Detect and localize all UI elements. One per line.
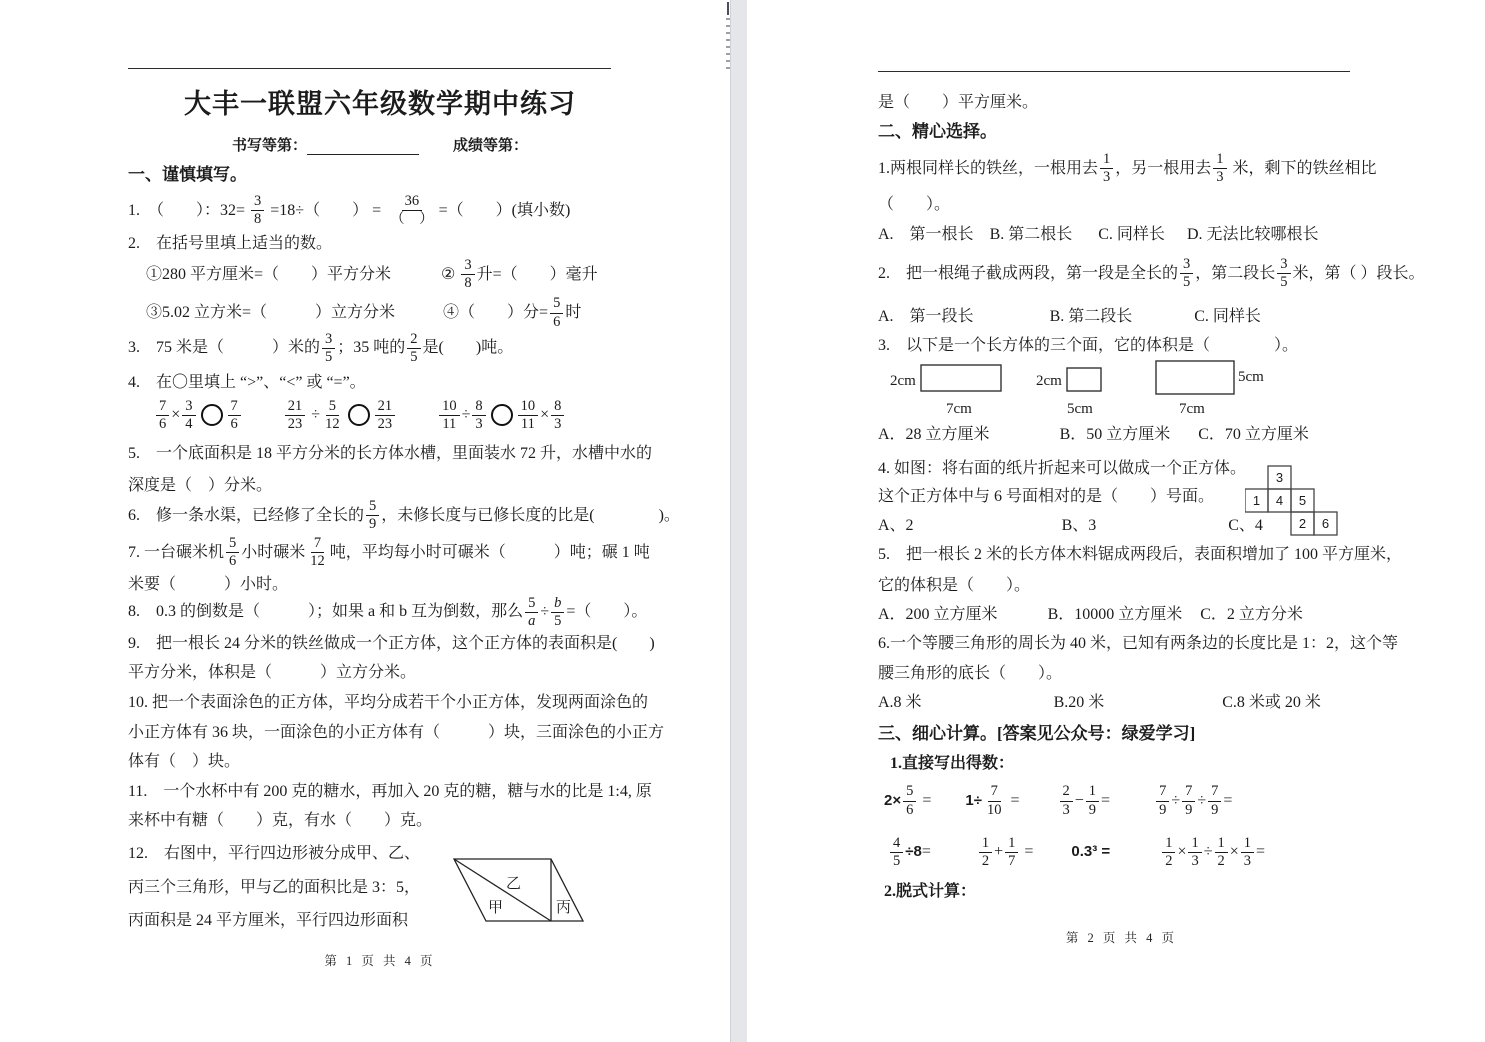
p1-q2b-line: ③5.02 立方米=（ ）立方分米 ④（ ）分= $\frac{5}{6}$ 时 xyxy=(146,295,582,330)
p2-q4-line2: 这个正方体中与 6 号面相对的是（ ）号面。 xyxy=(878,488,1215,506)
p2-calc-row2: $\frac{4}{5}$ ÷8 = $\frac{1}{2}$ + $\frac{1}{7}$ = 0.3³ = $\frac{1}{2}$ × $\frac{1}{3}$ ÷ $\frac{1}{2}$ × $\frac{1}{3}$ = xyxy=(878,835,1365,870)
face2-width-label: 5cm xyxy=(1067,401,1093,417)
p1-q9-line2: 平方分米，体积是（ ）立方分米。 xyxy=(128,663,417,681)
page-2-footer: 第 2 页 共 4 页 xyxy=(1065,930,1178,945)
p1-q4-compare-row: $\frac{7}{6}$ × $\frac{3}{4}$ $\frac{7}{6}$ $\frac{21}{23}$ ÷ $\frac{5}{12}$ $\frac{21}{23}$ $\frac{10}{11}$ ÷ $\frac{8}{3}$ $\frac{10}{11}$ × $\frac{8}{3}$ xyxy=(128,398,632,433)
net-cell-6: 6 xyxy=(1321,516,1330,531)
section-3-heading: 三、细心计算。[答案见公众号：绿爱学习] xyxy=(878,724,1196,744)
p1-q10-line3: 体有（ ）块。 xyxy=(128,752,241,770)
p1-q1-line: 1. （ ）：32= $\frac{3}{8}$ =18÷（ ） = $\frac{36}{( )}$ =（ ）(填小数) xyxy=(128,193,571,228)
face1-height-label: 2cm xyxy=(890,373,916,390)
p1-q11-line1: 11. 一个水杯中有 200 克的糖水，再加入 20 克的糖，糖与水的比是 1:4, 原 xyxy=(128,782,652,800)
face3-height-label: 5cm xyxy=(1238,369,1264,386)
p1-q12-line3: 丙面积是 24 平方厘米，平行四边形面积 xyxy=(128,911,409,929)
page-gap-divider xyxy=(730,0,748,1042)
page-1 xyxy=(0,0,729,1042)
face2-height-label: 2cm xyxy=(1036,373,1062,390)
p2-q12-cont-line: 是（ ）平方厘米。 xyxy=(878,94,1039,111)
p2-q2-options: A. 第一段长 B. 第二段长 C. 同样长 xyxy=(878,308,1261,326)
p1-q8-line: 8. 0.3 的倒数是（ ）；如果 a 和 b 互为倒数，那么 $\frac{5}{a}$ ÷ $\frac{b}{5}$ =（ ）。 xyxy=(128,594,648,629)
p2-q3-line: 3. 以下是一个长方体的三个面，它的体积是（ ）。 xyxy=(878,337,1299,355)
p1-q2-line: 2. 在括号里填上适当的数。 xyxy=(128,235,333,253)
label-yi: 乙 xyxy=(506,876,522,892)
page-edge-marks xyxy=(726,18,730,74)
label-jia: 甲 xyxy=(488,900,504,916)
faces-figure xyxy=(890,360,1270,416)
face3-width-label: 7cm xyxy=(1179,401,1205,417)
p2-q5-options: A．200 立方厘米 B．10000 立方厘米 C．2 立方分米 xyxy=(878,606,1303,624)
page-2 xyxy=(747,0,1485,1042)
p2-q6-line1: 6.一个等腰三角形的周长为 40 米，已知有两条边的长度比是 1：2，这个等 xyxy=(878,635,1399,653)
p1-q5-line2: 深度是（ ）分米。 xyxy=(128,477,273,495)
p2-q5-line2: 它的体积是（ ）。 xyxy=(878,577,1031,595)
p2-q2-line: 2. 把一根绳子截成两段，第一段是全长的 $\frac{3}{5}$ ，第二段长 $\frac{3}{5}$ 米，第（ ）段长。 xyxy=(878,256,1425,291)
page-1-content xyxy=(128,0,680,969)
calc-2-heading: 2.脱式计算： xyxy=(884,882,977,900)
p2-q5-line1: 5. 把一根长 2 米的长方体木料锯成两段后，表面积增加了 100 平方厘米， xyxy=(878,546,1403,564)
p1-q2a-line: ①280 平方厘米=（ ）平方分米 ② $\frac{3}{8}$ 升=（ ）毫升 xyxy=(146,257,598,292)
page-title: 大丰一联盟六年级数学期中练习 xyxy=(184,89,576,119)
page-edge-sliver xyxy=(727,2,729,15)
section-2-heading: 二、精心选择。 xyxy=(878,122,997,141)
p2-q4-line1: 4. 如图：将右面的纸片折起来可以做成一个正方体。 xyxy=(878,460,1247,478)
p1-q5-line1: 5. 一个底面积是 18 平方分米的长方体水槽，里面装水 72 升，水槽中水的 xyxy=(128,445,653,463)
p1-q12-line1: 12. 右图中，平行四边形被分成甲、乙、 xyxy=(128,844,421,862)
net-cell-4: 4 xyxy=(1275,493,1284,508)
net-cell-3: 3 xyxy=(1275,470,1284,485)
parallelogram-figure xyxy=(448,850,598,932)
page-1-header-rule xyxy=(128,68,611,69)
net-cell-5: 5 xyxy=(1298,493,1307,508)
p2-q6-options: A.8 米 B.20 米 C.8 米或 20 米 xyxy=(878,694,1321,712)
page-2-header-rule xyxy=(878,71,1350,72)
p1-q10-line2: 小正方体有 36 块，一面涂色的小正方体有（ ）块，三面涂色的小正方 xyxy=(128,723,665,741)
p1-q7-line2: 米要（ ）小时。 xyxy=(128,575,289,593)
section-1-heading: 一、谨慎填写。 xyxy=(128,165,247,184)
label-bing: 丙 xyxy=(556,900,572,916)
p1-q11-line2: 来杯中有糖（ ）克，有水（ ）克。 xyxy=(128,811,433,829)
net-cell-2: 2 xyxy=(1298,516,1307,531)
page-1-footer: 第 1 页 共 4 页 xyxy=(324,953,436,968)
calc-1-heading: 1.直接写出得数： xyxy=(890,755,1015,773)
p2-q6-line2: 腰三角形的底长（ ）。 xyxy=(878,665,1063,683)
p2-q1-line2: （ ）。 xyxy=(878,196,951,214)
p1-q3-line: 3. 75 米是（ ）米的 $\frac{3}{5}$ ；35 吨的 $\frac{2}{5}$ 是( )吨。 xyxy=(128,330,514,365)
face1-width-label: 7cm xyxy=(946,401,972,417)
p1-q6-line: 6. 修一条水渠，已经修了全长的 $\frac{5}{9}$ ，未修长度与已修长度的比是( )。 xyxy=(128,498,680,533)
cube-net-figure xyxy=(1245,465,1341,537)
p2-calc-row1: 2× $\frac{5}{6}$ = 1÷ $\frac{7}{10}$ = $\frac{2}{3}$ − $\frac{1}{9}$ = $\frac{7}{9}$ ÷ $\frac{7}{9}$ ÷ $\frac{7}{9}$ = xyxy=(884,783,1233,818)
p1-q10-line1: 10. 把一个表面涂色的正方体，平均分成若干个小正方体，发现两面涂色的 xyxy=(128,693,649,711)
net-cell-1: 1 xyxy=(1252,493,1261,508)
p1-q12-line2: 丙三个三角形，甲与乙的面积比是 3：5， xyxy=(128,878,421,896)
p1-q9-line1: 9. 把一根长 24 分米的铁丝做成一个正方体，这个正方体的表面积是( ) xyxy=(128,634,655,652)
p2-q4-options: A、2 B、3 C、4 xyxy=(878,517,1263,535)
p1-q4-line: 4. 在〇里填上 “>”、“<” 或 “=”。 xyxy=(128,373,366,391)
p1-q7-line1: 7. 一台碾米机 $\frac{5}{6}$ 小时碾米 $\frac{7}{12}$ 吨，平均每小时可碾米（ ）吨；碾 1 吨 xyxy=(128,535,650,570)
p2-q1-line1: 1.两根同样长的铁丝，一根用去 $\frac{1}{3}$ ，另一根用去 $\frac{1}{3}$ 米，剩下的铁丝相比 xyxy=(878,151,1377,186)
p2-q1-options: A. 第一根长 B. 第二根长 C. 同样长 D. 无法比较哪根长 xyxy=(878,226,1319,244)
grade-line: 书写等第： 成绩等第： xyxy=(231,137,529,154)
p2-q3-options: A．28 立方厘米 B．50 立方厘米 C．70 立方厘米 xyxy=(878,426,1309,444)
